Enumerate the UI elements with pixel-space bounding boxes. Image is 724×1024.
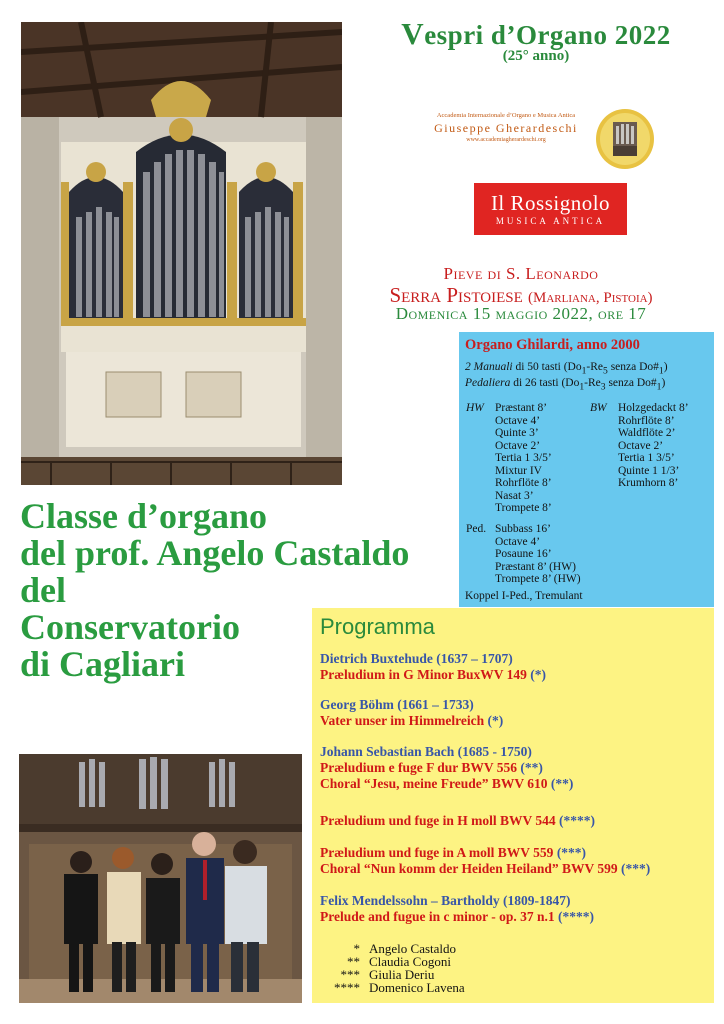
pedal-sub2: 3 xyxy=(600,381,606,393)
class-title-line: Classe d’organo xyxy=(20,496,268,536)
manuals-sub1: 1 xyxy=(581,365,587,377)
manuals-label: 2 Manuali xyxy=(465,361,513,373)
hw-stop: Tertia 1 3/5’ xyxy=(495,452,552,464)
work-item xyxy=(320,667,546,683)
title-initial: V xyxy=(401,16,425,51)
class-title-line: del prof. Angelo Castaldo xyxy=(20,533,410,573)
bw-stop: Waldflöte 2’ xyxy=(618,427,676,439)
rossignolo-logo xyxy=(474,183,627,235)
bw-stop: Quinte 1 1/3’ xyxy=(618,464,680,477)
work-title: Vater unser im Himmelreich xyxy=(320,713,485,728)
work-title: Choral “Jesu, meine Freude” BWV 610 xyxy=(320,776,548,791)
hw-label: HW xyxy=(466,402,484,414)
performer-mark: (***) xyxy=(556,845,587,860)
performer-mark: (***) xyxy=(621,861,651,876)
hw-stop: Præstant 8’ xyxy=(495,402,548,414)
composer-buxtehude: Dietrich Buxtehude (1637 – 1707) xyxy=(320,651,513,666)
class-title-line: di Cagliari xyxy=(20,644,186,684)
pedal-mid: -Re xyxy=(584,377,601,390)
manuals-mid: -Re xyxy=(586,361,604,373)
bw-stop: Tertia 1 3/5’ xyxy=(618,452,675,464)
page-subtitle: (25° anno) xyxy=(502,48,570,64)
work-title: Choral “Nun komm der Heiden Heiland” BWV 599 xyxy=(320,861,618,876)
academy-website: www.accademiagherardeschi.org xyxy=(466,137,546,143)
pedal-sub3: 1 xyxy=(656,381,662,393)
manuals-line xyxy=(465,361,668,377)
hw-stop: Octave 4’ xyxy=(495,414,541,427)
ped-label: Ped. xyxy=(466,523,487,535)
organ-keyboards xyxy=(465,361,668,394)
composer-mendelssohn: Felix Mendelssohn – Bartholdy (1809-1847) xyxy=(320,893,571,908)
work-title: Præludium e fuge F dur BWV 556 xyxy=(320,760,518,775)
pedal-end: senza Do# xyxy=(605,377,657,390)
pedal-line xyxy=(465,377,668,393)
work-item xyxy=(320,909,594,925)
ped-stop: Præstant 8’ (HW) xyxy=(495,560,576,573)
venue-region: (Marliana, Pistoia) xyxy=(528,290,653,306)
program-heading: Programma xyxy=(320,614,435,639)
performer-mark: (**) xyxy=(520,760,543,775)
bw-stop: Krumhorn 8’ xyxy=(618,477,679,489)
pedal-sub1: 1 xyxy=(579,381,585,393)
performer-mark: (****) xyxy=(558,909,595,924)
ped-stop: Trompete 8’ (HW) xyxy=(495,573,581,585)
bw-stop: Rohrflöte 8’ xyxy=(618,414,675,427)
bw-stop-list xyxy=(618,402,689,490)
organ-photo xyxy=(21,22,342,485)
ped-stop: Octave 4’ xyxy=(495,535,541,548)
rossignolo-subtitle: MUSICA ANTICA xyxy=(495,216,606,226)
performer-name: Giulia Deriu xyxy=(369,967,435,982)
organ-couplers: Koppel I-Ped., Tremulant xyxy=(465,590,583,602)
manuals-close: ) xyxy=(663,361,668,373)
performer-mark: **** xyxy=(334,980,360,995)
academy-credit xyxy=(418,112,594,143)
hw-stop: Nasat 3’ xyxy=(495,489,534,502)
work-title: Præludium und fuge in A moll BWV 559 xyxy=(320,845,554,860)
hw-stop: Trompete 8’ xyxy=(495,502,552,514)
class-title-line: del xyxy=(20,570,67,610)
performer-mark: * xyxy=(353,941,360,956)
ped-stop-list xyxy=(495,523,581,586)
hw-stop: Quinte 3’ xyxy=(495,427,539,439)
hw-stop: Rohrflöte 8’ xyxy=(495,477,552,489)
performer-mark: (****) xyxy=(559,813,596,828)
page-title xyxy=(356,16,716,52)
venue-church: Pieve di S. Leonardo xyxy=(443,264,599,283)
manuals-end: senza Do# xyxy=(607,361,659,373)
work-item xyxy=(320,776,573,792)
class-title-line: Conservatorio xyxy=(20,607,240,647)
performer-mark: *** xyxy=(340,967,360,982)
academy-name: Giuseppe Gherardeschi xyxy=(434,121,578,135)
performer-name: Angelo Castaldo xyxy=(369,941,457,956)
academy-logo xyxy=(595,108,655,170)
work-item xyxy=(320,861,650,877)
manuals-sub3: 1 xyxy=(658,365,664,377)
performer-name: Domenico Lavena xyxy=(369,980,465,995)
pedal-label: Pedaliera xyxy=(465,377,511,390)
performer-name: Claudia Cogoni xyxy=(369,954,451,969)
hw-stop-list xyxy=(495,402,552,515)
pedal-text: di 26 tasti (Do xyxy=(510,377,580,390)
performer-mark: (*) xyxy=(530,667,547,682)
work-title: Prelude and fugue in c minor - op. 37 n.1 xyxy=(320,909,555,924)
work-title: Præludium und fuge in H moll BWV 544 xyxy=(320,813,556,828)
performer-mark: (*) xyxy=(487,713,504,728)
ped-stop: Posaune 16’ xyxy=(495,548,552,560)
event-date: Domenica 15 maggio 2022, ore 17 xyxy=(395,304,647,323)
work-title: Præludium in G Minor BuxWV 149 xyxy=(320,667,527,682)
composer-bohm: Georg Böhm (1661 – 1733) xyxy=(320,697,474,712)
composer-bach: Johann Sebastian Bach (1685 - 1750) xyxy=(320,744,532,759)
bw-stop: Holzgedackt 8’ xyxy=(618,402,689,414)
hw-stop: Mixtur IV xyxy=(495,464,542,477)
organ-spec-title: Organo Ghilardi, anno 2000 xyxy=(465,337,640,353)
bw-label: BW xyxy=(590,402,607,414)
manuals-text: di 50 tasti (Do xyxy=(512,361,582,373)
ped-stop: Subbass 16’ xyxy=(495,523,551,535)
hw-stop: Octave 2’ xyxy=(495,439,541,452)
venue-town: Serra Pistoiese xyxy=(389,283,523,307)
work-item xyxy=(320,845,586,861)
work-item xyxy=(320,760,543,776)
title-rest: espri d’Organo 2022 xyxy=(424,20,671,50)
work-item xyxy=(320,713,503,729)
manuals-sub2: 5 xyxy=(603,365,608,377)
performer-mark: ** xyxy=(347,954,360,969)
group-photo xyxy=(19,754,302,1003)
bw-stop: Octave 2’ xyxy=(618,439,664,452)
work-item xyxy=(320,813,595,829)
rossignolo-name: Il Rossignolo xyxy=(490,191,611,215)
academy-line1: Accademia Internazionale d’Organo e Musica Antica xyxy=(436,112,576,119)
performer-mark: (**) xyxy=(550,776,574,791)
pedal-close: ) xyxy=(661,377,666,390)
